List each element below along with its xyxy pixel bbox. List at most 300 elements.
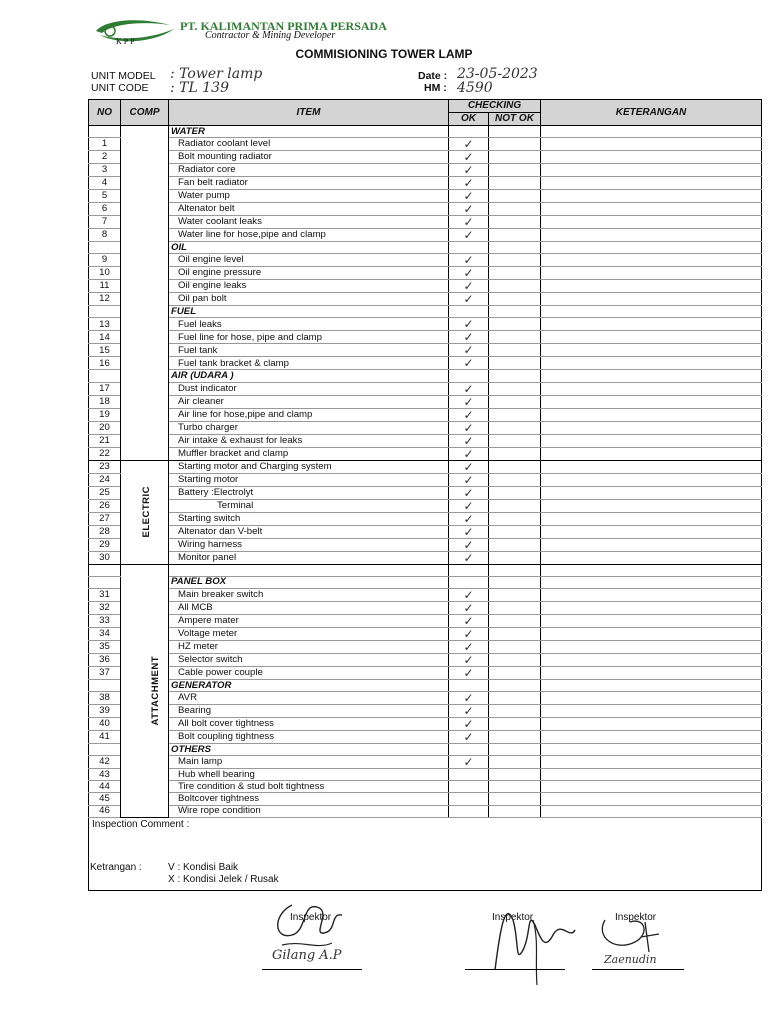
keterangan-cell [541,564,762,576]
ok-check: ✓ [449,408,489,421]
inspector-3-label: Inspektor [615,912,657,923]
row-number [89,564,121,576]
item-label: Oil engine leaks [169,280,449,293]
keterangan-cell [541,679,762,691]
ok-check: ✓ [449,538,489,551]
ok-check: ✓ [449,344,489,357]
category-heading: FUEL [169,306,449,318]
item-label: Wire rope condition [169,805,449,817]
col-ok-header: OK [449,113,489,126]
keterangan-cell [541,473,762,486]
not-ok-check [489,653,541,666]
row-number: 38 [89,691,121,704]
ok-check: ✓ [449,730,489,743]
ok-check: ✓ [449,280,489,293]
keterangan-cell [541,499,762,512]
col-notok-header: NOT OK [489,113,541,126]
comp-cell-engine [121,126,169,461]
table-row [89,781,762,793]
table-row [89,486,762,499]
hm-label: HM : [424,82,447,94]
row-number: 7 [89,216,121,229]
table-row [89,512,762,525]
item-label: Tire condition & stud bolt tightness [169,781,449,793]
ok-check: ✓ [449,421,489,434]
table-row [89,267,762,280]
row-number: 17 [89,382,121,395]
not-ok-check [489,679,541,691]
ok-check [449,769,489,781]
not-ok-check [489,717,541,730]
table-row [89,793,762,805]
table-row [89,730,762,743]
keterangan-cell [541,730,762,743]
row-number: 33 [89,614,121,627]
ok-check [449,793,489,805]
item-label: Fuel leaks [169,318,449,331]
table-row [89,164,762,177]
table-row [89,525,762,538]
item-label: Fuel tank [169,344,449,357]
inspector-2-line [465,969,565,970]
keterangan-cell [541,151,762,164]
ok-check: ✓ [449,614,489,627]
ok-check: ✓ [449,460,489,473]
row-number [89,242,121,254]
table-row [89,434,762,447]
ok-check: ✓ [449,588,489,601]
table-row [89,499,762,512]
table-row [89,357,762,370]
inspector-2-signature [475,890,585,995]
not-ok-check [489,666,541,679]
row-number: 1 [89,138,121,151]
keterangan-cell [541,216,762,229]
item-label: AVR [169,691,449,704]
row-number: 9 [89,254,121,267]
not-ok-check [489,382,541,395]
item-label: Monitor panel [169,551,449,564]
not-ok-check [489,640,541,653]
item-label: Battery :Electrolyt [169,486,449,499]
item-label: Water line for hose,pipe and clamp [169,229,449,242]
not-ok-check [489,164,541,177]
table-row [89,190,762,203]
col-checking-header: CHECKING [449,100,541,113]
row-number: 6 [89,203,121,216]
row-number: 13 [89,318,121,331]
table-row [89,293,762,306]
not-ok-check [489,434,541,447]
unit-model-label: UNIT MODEL [91,70,156,82]
table-row [89,551,762,564]
table-row [89,306,762,318]
not-ok-check [489,614,541,627]
hm-value: 4590 [457,80,493,96]
not-ok-check [489,743,541,755]
table-row [89,460,762,473]
ok-check: ✓ [449,216,489,229]
table-row [89,717,762,730]
table-row [89,254,762,267]
table-row [89,640,762,653]
table-row [89,691,762,704]
keterangan-cell [541,525,762,538]
not-ok-check [489,691,541,704]
row-number: 45 [89,793,121,805]
ok-check: ✓ [449,640,489,653]
row-number: 37 [89,666,121,679]
item-label: Air cleaner [169,395,449,408]
item-label: Bolt mounting radiator [169,151,449,164]
item-label: Altenator dan V-belt [169,525,449,538]
not-ok-check [489,486,541,499]
unit-code-label: UNIT CODE [91,82,149,94]
ok-check: ✓ [449,499,489,512]
keterangan-cell [541,743,762,755]
keterangan-cell [541,318,762,331]
keterangan-cell [541,242,762,254]
item-label: Hub whell bearing [169,769,449,781]
not-ok-check [489,177,541,190]
company-tagline: Contractor & Mining Developer [205,30,336,41]
keterangan-cell [541,805,762,817]
row-number: 42 [89,756,121,769]
inspector-3-signature [595,912,675,957]
not-ok-check [489,588,541,601]
keterangan-cell [541,781,762,793]
table-row [89,421,762,434]
not-ok-check [489,408,541,421]
ok-check [449,576,489,588]
inspector-1-label: Inspektor [290,912,332,923]
not-ok-check [489,512,541,525]
row-number: 36 [89,653,121,666]
not-ok-check [489,331,541,344]
not-ok-check [489,126,541,138]
item-label: Starting motor and Charging system [169,460,449,473]
ok-check: ✓ [449,447,489,460]
ok-check: ✓ [449,434,489,447]
not-ok-check [489,525,541,538]
date-label: Date : [418,70,448,82]
ok-check: ✓ [449,473,489,486]
keterangan-cell [541,434,762,447]
not-ok-check [489,756,541,769]
keterangan-cell [541,408,762,421]
row-number: 23 [89,460,121,473]
item-label: Oil pan bolt [169,293,449,306]
ok-check: ✓ [449,486,489,499]
item-label: Selector switch [169,653,449,666]
row-number: 3 [89,164,121,177]
item-label: Radiator core [169,164,449,177]
row-number: 4 [89,177,121,190]
not-ok-check [489,395,541,408]
row-number: 2 [89,151,121,164]
not-ok-check [489,151,541,164]
not-ok-check [489,254,541,267]
table-row [89,242,762,254]
table-row [89,627,762,640]
date-value: 23-05-2023 [457,66,538,82]
table-row [89,395,762,408]
item-label [169,564,449,576]
row-number: 34 [89,627,121,640]
keterangan-cell [541,254,762,267]
table-row [89,576,762,588]
row-number: 25 [89,486,121,499]
category-heading: GENERATOR [169,679,449,691]
row-number [89,679,121,691]
not-ok-check [489,190,541,203]
comp-cell-attachment [121,564,169,817]
ok-check [449,805,489,817]
keterangan-cell [541,793,762,805]
item-label: Water coolant leaks [169,216,449,229]
not-ok-check [489,551,541,564]
item-label: Bearing [169,704,449,717]
item-label: Wiring harness [169,538,449,551]
not-ok-check [489,576,541,588]
category-heading: AIR (UDARA ) [169,370,449,382]
row-number: 43 [89,769,121,781]
keterangan-cell [541,756,762,769]
inspector-3-name: Zaenudin [604,953,657,966]
comp-attachment-label: ATTACHMENT [150,655,162,726]
item-label: Fuel line for hose, pipe and clamp [169,331,449,344]
row-number: 8 [89,229,121,242]
row-number: 27 [89,512,121,525]
keterangan-cell [541,306,762,318]
row-number: 16 [89,357,121,370]
row-number: 31 [89,588,121,601]
table-row [89,588,762,601]
table-row [89,408,762,421]
ok-check: ✓ [449,331,489,344]
inspector-1-line [262,969,362,970]
keterangan-cell [541,331,762,344]
keterangan-cell [541,551,762,564]
table-row [89,370,762,382]
keterangan-cell [541,704,762,717]
row-number: 21 [89,434,121,447]
keterangan-cell [541,666,762,679]
keterangan-cell [541,177,762,190]
table-row [89,756,762,769]
keterangan-cell [541,691,762,704]
row-number: 12 [89,293,121,306]
ok-check: ✓ [449,151,489,164]
col-keterangan-header: KETERANGAN [541,100,762,126]
table-row [89,805,762,817]
ok-check: ✓ [449,254,489,267]
not-ok-check [489,769,541,781]
table-row [89,704,762,717]
keterangan-cell [541,203,762,216]
not-ok-check [489,242,541,254]
keterangan-cell [541,190,762,203]
table-row [89,126,762,138]
keterangan-cell [541,138,762,151]
not-ok-check [489,318,541,331]
item-label: Boltcover tightness [169,793,449,805]
ok-check: ✓ [449,691,489,704]
not-ok-check [489,306,541,318]
row-number: 20 [89,421,121,434]
row-number [89,743,121,755]
keterangan-cell [541,280,762,293]
item-label: Fuel tank bracket & clamp [169,357,449,370]
row-number: 5 [89,190,121,203]
table-row [89,538,762,551]
table-row [89,743,762,755]
not-ok-check [489,730,541,743]
table-row [89,203,762,216]
not-ok-check [489,344,541,357]
table-row [89,614,762,627]
company-name: PT. KALIMANTAN PRIMA PERSADA [180,19,387,33]
ok-check [449,306,489,318]
not-ok-check [489,627,541,640]
item-label: Terminal [169,499,449,512]
category-heading: OIL [169,242,449,254]
row-number: 41 [89,730,121,743]
table-row [89,331,762,344]
keterangan-cell [541,357,762,370]
table-row [89,151,762,164]
not-ok-check [489,370,541,382]
inspector-3-line [592,969,684,970]
keterangan-cell [541,267,762,280]
row-number: 19 [89,408,121,421]
item-label: Air intake & exhaust for leaks [169,434,449,447]
row-number: 26 [89,499,121,512]
row-number: 32 [89,601,121,614]
table-row [89,666,762,679]
keterangan-cell [541,370,762,382]
table-row [89,177,762,190]
not-ok-check [489,781,541,793]
keterangan-cell [541,614,762,627]
category-heading: OTHERS [169,743,449,755]
keterangan-cell [541,653,762,666]
ok-check: ✓ [449,177,489,190]
item-label: Oil engine level [169,254,449,267]
table-row [89,601,762,614]
not-ok-check [489,280,541,293]
category-heading: PANEL BOX [169,576,449,588]
keterangan-cell [541,447,762,460]
row-number [89,126,121,138]
keterangan-cell [541,601,762,614]
ok-check: ✓ [449,293,489,306]
table-row [89,280,762,293]
inspector-2-label: Inspektor [492,912,534,923]
ok-check [449,126,489,138]
keterangan-cell [541,382,762,395]
item-label: Turbo charger [169,421,449,434]
keterangan-cell [541,512,762,525]
not-ok-check [489,805,541,817]
row-number [89,306,121,318]
table-row [89,564,762,576]
item-label: Altenator belt [169,203,449,216]
item-label: Ampere mater [169,614,449,627]
row-number: 14 [89,331,121,344]
ok-check [449,743,489,755]
not-ok-check [489,293,541,306]
keterangan-cell [541,717,762,730]
not-ok-check [489,447,541,460]
logo-text: KPP [116,37,137,46]
row-number: 18 [89,395,121,408]
item-label: Muffler bracket and clamp [169,447,449,460]
table-row [89,229,762,242]
item-label: Air line for hose,pipe and clamp [169,408,449,421]
row-number: 11 [89,280,121,293]
ok-check: ✓ [449,203,489,216]
ok-check: ✓ [449,395,489,408]
table-row [89,138,762,151]
ok-check [449,781,489,793]
keterangan-cell [541,588,762,601]
row-number: 39 [89,704,121,717]
not-ok-check [489,601,541,614]
not-ok-check [489,460,541,473]
ok-check: ✓ [449,382,489,395]
document-title: COMMISIONING TOWER LAMP [295,47,473,61]
not-ok-check [489,421,541,434]
not-ok-check [489,538,541,551]
ok-check: ✓ [449,666,489,679]
col-item-header: ITEM [169,100,449,126]
col-comp-header: COMP [121,100,169,126]
keterangan-cell [541,126,762,138]
item-label: Main breaker switch [169,588,449,601]
ok-check: ✓ [449,717,489,730]
item-label: All bolt cover tightness [169,717,449,730]
item-label: Voltage meter [169,627,449,640]
not-ok-check [489,229,541,242]
keterangan-cell [541,576,762,588]
table-row [89,344,762,357]
table-row [89,473,762,486]
not-ok-check [489,499,541,512]
ok-check: ✓ [449,267,489,280]
not-ok-check [489,138,541,151]
ok-check [449,564,489,576]
inspection-comment: Inspection Comment : [89,817,762,890]
ok-check [449,679,489,691]
keterangan-cell [541,486,762,499]
table-row [89,382,762,395]
item-label: Bolt coupling tightness [169,730,449,743]
item-label: Oil engine pressure [169,267,449,280]
keterangan-cell [541,627,762,640]
keterangan-cell [541,395,762,408]
item-label: All MCB [169,601,449,614]
row-number: 35 [89,640,121,653]
legend-label: Ketrangan : [90,862,142,873]
table-row [89,216,762,229]
keterangan-cell [541,640,762,653]
not-ok-check [489,203,541,216]
table-row [89,769,762,781]
not-ok-check [489,704,541,717]
legend-x: X : Kondisi Jelek / Rusak [168,874,279,885]
col-no-header: NO [89,100,121,126]
